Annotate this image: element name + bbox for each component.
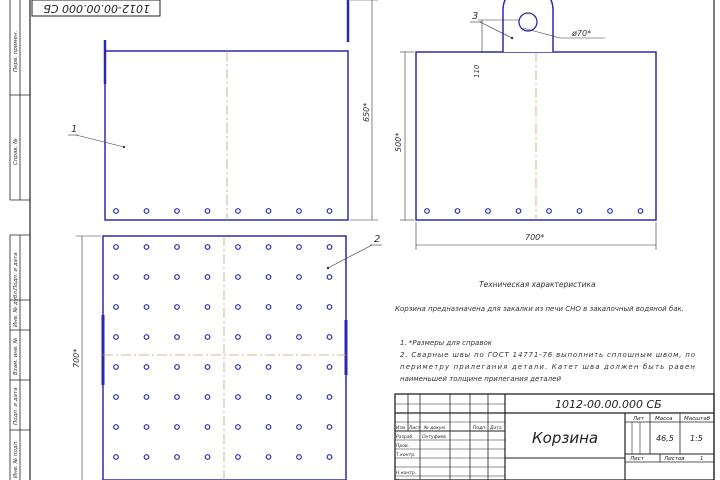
perforation-hole — [205, 425, 210, 430]
perforation-hole — [205, 275, 210, 280]
perforation-hole — [327, 365, 332, 370]
perforation-hole — [175, 335, 180, 340]
callout-label-3: 3 — [472, 11, 479, 22]
perforation-hole — [205, 209, 210, 214]
perforation-hole — [144, 275, 149, 280]
perforation-hole — [114, 209, 119, 214]
title-block-text — [396, 398, 711, 480]
perforation-hole — [236, 245, 241, 250]
perforation-hole — [266, 245, 271, 250]
perforation-hole — [327, 209, 332, 214]
perforation-hole — [236, 395, 241, 400]
perforation-hole — [144, 365, 149, 370]
notes-heading: Техническая характеристика — [479, 280, 596, 289]
dimension-label-dia-70: ø70* — [572, 29, 592, 38]
tb-role-nkontr: Н.контр. — [396, 471, 417, 476]
tb-sheet-label: Лист — [630, 456, 644, 462]
perforation-hole — [327, 395, 332, 400]
tb-header-data: Дата — [490, 426, 502, 431]
tb-role-razrab: Разраб. — [396, 435, 414, 440]
tb-role-prov: Пров. — [396, 444, 410, 449]
perforation-hole — [608, 209, 613, 214]
perforation-hole — [425, 209, 430, 214]
perforation-hole — [114, 245, 119, 250]
dimension-label-500: 500* — [394, 132, 403, 152]
perforation-hole — [144, 305, 149, 310]
tb-developer: Онтуфиев — [422, 435, 446, 440]
stamp-vzam-inv: Взам. инв. № — [13, 337, 19, 375]
perforation-hole — [114, 395, 119, 400]
perforation-hole — [455, 209, 460, 214]
perforation-hole — [236, 365, 241, 370]
tb-sheets-label: Листов — [664, 456, 685, 462]
left-stamp-labels — [13, 30, 19, 478]
rotated-designation: 1012-00.00.000 СБ — [43, 2, 150, 15]
tb-sheets-value: 1 — [700, 456, 704, 462]
stamp-inv-dubl: Инв. № дубл. — [13, 289, 19, 327]
dimension-label-700-horizontal: 700* — [525, 233, 545, 242]
perforation-hole — [175, 305, 180, 310]
perforation-hole — [266, 305, 271, 310]
side-view-part-3 — [416, 0, 656, 220]
perforation-hole — [297, 365, 302, 370]
perforation-hole — [236, 209, 241, 214]
perforation-hole — [175, 455, 180, 460]
perforation-hole — [175, 209, 180, 214]
tb-header-list: Лист — [409, 426, 421, 431]
perforation-hole — [144, 335, 149, 340]
tb-scale-label: Масштаб — [684, 416, 711, 422]
perforation-hole — [297, 395, 302, 400]
perforation-hole — [114, 425, 119, 430]
top-view-holes — [114, 245, 332, 460]
callout-2 — [327, 234, 382, 269]
perforation-hole — [266, 209, 271, 214]
perforation-hole — [327, 275, 332, 280]
tb-designation: 1012-00.00.000 СБ — [555, 398, 662, 411]
perforation-hole — [516, 209, 521, 214]
perforation-hole — [236, 425, 241, 430]
perforation-hole — [236, 335, 241, 340]
tb-header-podp: Подп. — [473, 426, 487, 431]
top-view-part-2 — [103, 236, 346, 480]
notes-item-2: 2. Сварные швы по ГОСТ 14771-76 выполнить сплошным швом, по — [400, 351, 695, 359]
perforation-hole — [266, 425, 271, 430]
dimension-label-700-vertical: 700* — [72, 348, 81, 368]
perforation-hole — [327, 335, 332, 340]
perforation-hole — [577, 209, 582, 214]
tb-mass-value: 46,5 — [656, 434, 674, 443]
perforation-hole — [236, 275, 241, 280]
stamp-sprav-no: Справ. № — [13, 138, 19, 165]
tb-name: Корзина — [532, 429, 599, 447]
perforation-hole — [236, 455, 241, 460]
perforation-hole — [205, 305, 210, 310]
perforation-hole — [144, 395, 149, 400]
tb-role-tkontr: Т.контр. — [396, 453, 416, 458]
technical-notes — [395, 280, 695, 383]
perforation-hole — [266, 395, 271, 400]
tb-header-docnum: № докум. — [424, 426, 447, 431]
perforation-hole — [175, 425, 180, 430]
perforation-hole — [297, 305, 302, 310]
perforation-hole — [205, 245, 210, 250]
perforation-hole — [297, 245, 302, 250]
stamp-perv-primen: Перв. примен. — [13, 30, 19, 72]
stamp-inv-podl: Инв. № подл. — [13, 440, 19, 478]
perforation-hole — [114, 455, 119, 460]
dimension-label-110: 110 — [473, 64, 481, 78]
front-view-part-1 — [105, 0, 348, 220]
perforation-hole — [144, 455, 149, 460]
perforation-hole — [266, 365, 271, 370]
stamp-podp-data: Подп. и дата — [13, 252, 19, 290]
perforation-hole — [266, 335, 271, 340]
perforation-hole — [266, 275, 271, 280]
callout-1 — [68, 124, 125, 148]
tb-header-izm: Изм — [396, 426, 406, 431]
perforation-hole — [297, 209, 302, 214]
perforation-hole — [547, 209, 552, 214]
perforation-hole — [205, 395, 210, 400]
perforation-hole — [175, 395, 180, 400]
perforation-hole — [297, 455, 302, 460]
perforation-hole — [297, 335, 302, 340]
perforation-hole — [175, 245, 180, 250]
front-view-holes — [114, 209, 332, 214]
tb-lit-label: Лит — [633, 416, 644, 422]
perforation-hole — [297, 275, 302, 280]
side-view-holes — [425, 209, 643, 214]
notes-item-1: 1. *Размеры для справок — [400, 339, 492, 347]
perforation-hole — [486, 209, 491, 214]
perforation-hole — [205, 455, 210, 460]
perforation-hole — [327, 305, 332, 310]
perforation-hole — [144, 425, 149, 430]
notes-item-3: периметру прилегания детали. Катет шва должен быть равен — [400, 363, 695, 371]
perforation-hole — [114, 365, 119, 370]
perforation-hole — [327, 455, 332, 460]
dimension-label-650: 650* — [362, 102, 371, 122]
perforation-hole — [266, 455, 271, 460]
perforation-hole — [114, 275, 119, 280]
perforation-hole — [297, 425, 302, 430]
perforation-hole — [205, 335, 210, 340]
tb-scale-value: 1:5 — [690, 434, 703, 443]
perforation-hole — [236, 305, 241, 310]
perforation-hole — [175, 275, 180, 280]
notes-item-4: наименьшей толщине прилегания деталей — [400, 375, 561, 383]
stamp-podp-data-2: Подп. и дата — [13, 387, 19, 425]
perforation-hole — [114, 305, 119, 310]
perforation-hole — [175, 365, 180, 370]
perforation-hole — [638, 209, 643, 214]
perforation-hole — [144, 245, 149, 250]
perforation-hole — [114, 335, 119, 340]
perforation-hole — [327, 245, 332, 250]
notes-purpose: Корзина предназначена для закалки из печи СНО в закалочный водяной бак. — [395, 305, 684, 313]
callout-label-1: 1 — [71, 124, 78, 135]
tb-mass-label: Масса — [655, 416, 673, 422]
callout-label-2: 2 — [374, 234, 381, 245]
perforation-hole — [144, 209, 149, 214]
perforation-hole — [327, 425, 332, 430]
perforation-hole — [205, 365, 210, 370]
rotated-designation-box — [32, 0, 160, 16]
